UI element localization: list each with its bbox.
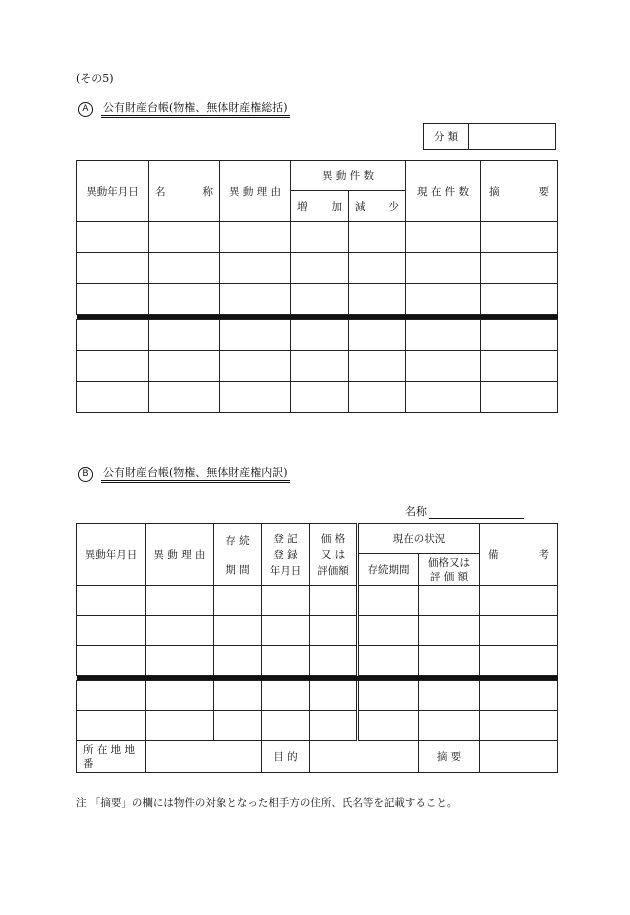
cell[interactable]	[419, 616, 480, 646]
cell[interactable]	[406, 351, 481, 382]
table-row	[77, 284, 558, 315]
cell[interactable]	[220, 222, 291, 253]
cell[interactable]	[262, 646, 310, 676]
b-header-remarks	[480, 524, 558, 586]
header-name	[149, 161, 220, 222]
cell[interactable]	[146, 681, 214, 711]
cell[interactable]	[220, 284, 291, 315]
b-header-current-status: 現在の状況	[358, 524, 480, 554]
cell[interactable]	[419, 646, 480, 676]
cell[interactable]	[214, 681, 262, 711]
footer-location-value[interactable]	[146, 741, 262, 773]
footer-summary-label: 摘 要	[419, 741, 480, 773]
cell[interactable]	[310, 586, 358, 616]
cell[interactable]	[310, 681, 358, 711]
header-increase	[291, 191, 349, 222]
cell[interactable]	[146, 711, 214, 741]
cell[interactable]	[146, 646, 214, 676]
cell[interactable]	[406, 382, 481, 413]
table-row	[77, 382, 558, 413]
cell[interactable]	[481, 320, 558, 351]
cell[interactable]	[419, 681, 480, 711]
cell[interactable]	[262, 711, 310, 741]
section-a-heading	[78, 101, 290, 118]
cell[interactable]	[291, 320, 349, 351]
cell[interactable]	[349, 320, 406, 351]
section-b-heading	[78, 466, 290, 483]
cell[interactable]	[77, 222, 149, 253]
cell[interactable]	[77, 616, 146, 646]
cell[interactable]	[349, 253, 406, 284]
cell[interactable]	[214, 616, 262, 646]
classification-box	[423, 123, 556, 150]
cell[interactable]	[291, 351, 349, 382]
header-reason: 異 動 理 由	[220, 161, 291, 222]
cell[interactable]	[220, 320, 291, 351]
classification-label: 分 類	[424, 124, 469, 150]
cell[interactable]	[262, 681, 310, 711]
cell[interactable]	[149, 320, 220, 351]
b-header-price: 価 格 又 は 評価額	[310, 524, 358, 586]
cell[interactable]	[146, 616, 214, 646]
cell[interactable]	[406, 320, 481, 351]
cell[interactable]	[358, 711, 419, 741]
table-row	[77, 351, 558, 382]
cell[interactable]	[481, 253, 558, 284]
cell[interactable]	[77, 320, 149, 351]
cell[interactable]	[310, 711, 358, 741]
cell[interactable]	[358, 646, 419, 676]
section-a-table	[76, 160, 558, 413]
cell[interactable]	[349, 351, 406, 382]
b-header-duration-bottom: 期 間	[225, 563, 250, 576]
b-header-reason: 異 動 理 由	[146, 524, 214, 586]
cell[interactable]	[262, 616, 310, 646]
cell[interactable]	[149, 382, 220, 413]
header-summary-left: 摘	[489, 185, 500, 198]
cell[interactable]	[310, 646, 358, 676]
cell[interactable]	[146, 586, 214, 616]
cell[interactable]	[220, 253, 291, 284]
footer-summary-value[interactable]	[480, 741, 558, 773]
cell[interactable]	[291, 284, 349, 315]
cell[interactable]	[77, 382, 149, 413]
table-row	[77, 616, 558, 646]
b-header-remarks-left: 備	[488, 549, 499, 561]
cell[interactable]	[480, 681, 558, 711]
header-change-count: 異 動 件 数	[291, 161, 406, 191]
b-header-duration-top: 存 続	[225, 534, 250, 547]
b-header-status-duration: 存続期間	[358, 554, 419, 586]
name-field	[405, 503, 524, 519]
cell[interactable]	[481, 351, 558, 382]
cell[interactable]	[480, 646, 558, 676]
section-b-title: 公有財産台帳(物権、無体財産権内訳)	[101, 466, 290, 483]
cell[interactable]	[406, 253, 481, 284]
header-increase-left: 増	[297, 200, 308, 213]
header-name-left: 名	[155, 185, 166, 198]
cell[interactable]	[149, 222, 220, 253]
b-header-status-price: 価格又は 評 価 額	[419, 554, 480, 586]
section-b-marker: B	[78, 467, 93, 482]
cell[interactable]	[262, 586, 310, 616]
cell[interactable]	[214, 646, 262, 676]
cell[interactable]	[77, 351, 149, 382]
section-b-table	[76, 523, 558, 773]
table-row	[77, 586, 558, 616]
header-summary-right: 要	[538, 185, 550, 198]
cell[interactable]	[481, 222, 558, 253]
cell[interactable]	[77, 646, 146, 676]
name-label: 名称	[405, 505, 427, 518]
cell[interactable]	[480, 616, 558, 646]
cell[interactable]	[77, 586, 146, 616]
cell[interactable]	[358, 586, 419, 616]
header-summary	[481, 161, 558, 222]
b-header-remarks-right: 考	[538, 549, 549, 561]
classification-field[interactable]	[469, 124, 556, 150]
cell[interactable]	[480, 711, 558, 741]
cell[interactable]	[349, 222, 406, 253]
cell[interactable]	[349, 284, 406, 315]
header-decrease	[349, 191, 406, 222]
cell[interactable]	[481, 284, 558, 315]
table-row	[77, 646, 558, 676]
header-decrease-right: 少	[388, 200, 400, 213]
cell[interactable]	[291, 382, 349, 413]
header-increase-right: 加	[331, 200, 342, 213]
header-name-right: 称	[202, 185, 213, 198]
table-row	[77, 320, 558, 351]
cell[interactable]	[480, 586, 558, 616]
footer-row	[77, 741, 558, 773]
cell[interactable]	[358, 681, 419, 711]
header-current-count: 現 在 件 数	[406, 161, 481, 222]
page-label: (その5)	[76, 72, 114, 85]
b-header-date: 異動年月日	[77, 524, 146, 586]
b-header-duration	[214, 524, 262, 586]
cell[interactable]	[349, 382, 406, 413]
footer-purpose-label: 目 的	[262, 741, 310, 773]
footnote: 注 「摘要」の欄には物件の対象となった相手方の住所、氏名等を記載すること。	[76, 797, 458, 809]
footer-location-label: 所 在 地 地 番	[77, 741, 146, 773]
footer-purpose-value[interactable]	[310, 741, 419, 773]
cell[interactable]	[149, 284, 220, 315]
section-a-marker: A	[78, 102, 93, 117]
table-row	[77, 711, 558, 741]
name-input-line[interactable]	[429, 506, 524, 519]
table-row	[77, 222, 558, 253]
cell[interactable]	[149, 253, 220, 284]
cell[interactable]	[214, 586, 262, 616]
cell[interactable]	[291, 222, 349, 253]
table-row	[77, 681, 558, 711]
b-header-registration: 登 記 登 録 年月日	[262, 524, 310, 586]
cell[interactable]	[406, 284, 481, 315]
cell[interactable]	[406, 222, 481, 253]
cell[interactable]	[214, 711, 262, 741]
cell[interactable]	[358, 616, 419, 646]
cell[interactable]	[419, 711, 480, 741]
cell[interactable]	[220, 382, 291, 413]
section-a-title: 公有財産台帳(物権、無体財産権総括)	[101, 101, 290, 118]
header-decrease-left: 減	[355, 200, 366, 213]
cell[interactable]	[419, 586, 480, 616]
cell[interactable]	[310, 616, 358, 646]
cell[interactable]	[77, 284, 149, 315]
cell[interactable]	[291, 253, 349, 284]
cell[interactable]	[149, 351, 220, 382]
cell[interactable]	[220, 351, 291, 382]
cell[interactable]	[481, 382, 558, 413]
cell[interactable]	[77, 253, 149, 284]
table-row	[77, 253, 558, 284]
header-date: 異動年月日	[77, 161, 149, 222]
cell[interactable]	[77, 681, 146, 711]
cell[interactable]	[77, 711, 146, 741]
